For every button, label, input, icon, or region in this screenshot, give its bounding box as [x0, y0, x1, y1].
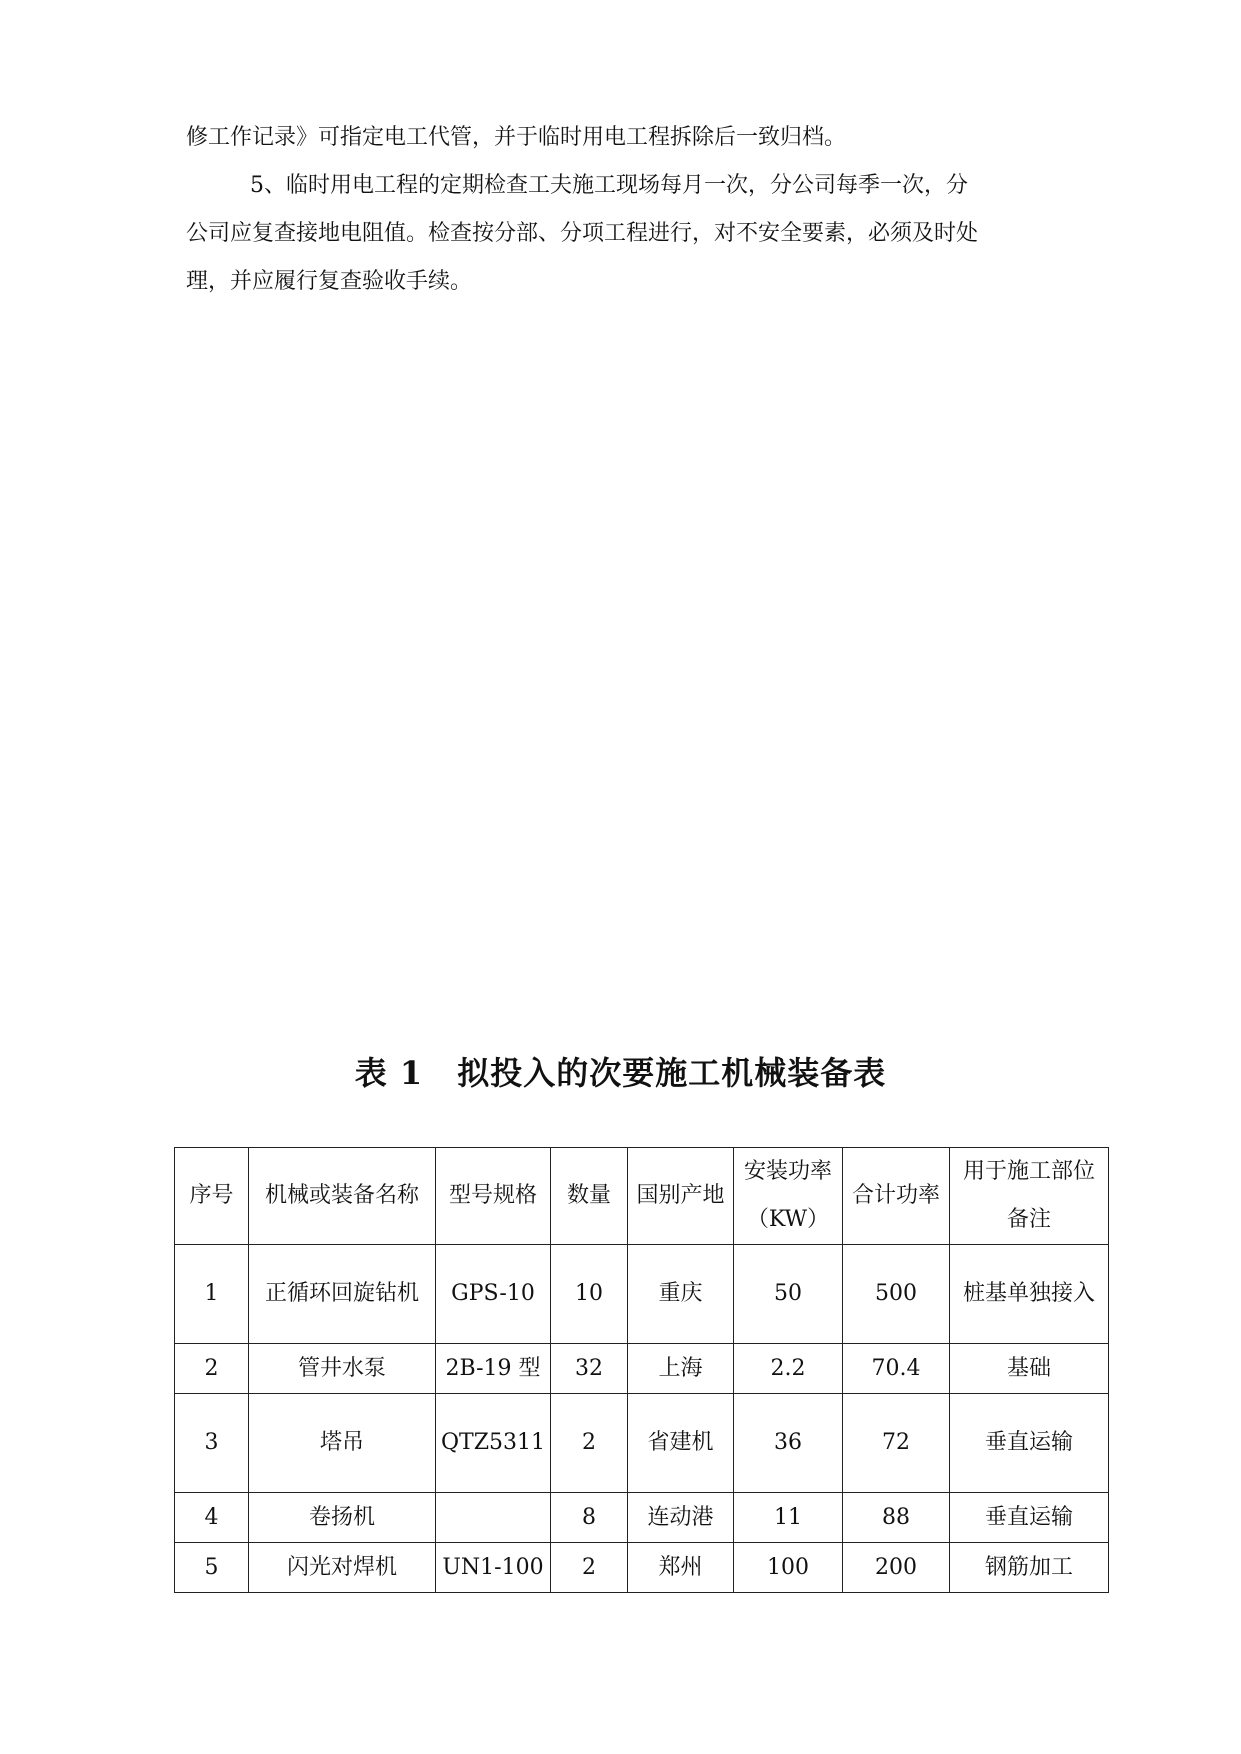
- header-cell-remarks: 用于施工部位备注: [950, 1148, 1109, 1245]
- cell-remarks: 垂直运输: [950, 1493, 1109, 1543]
- cell-remarks: 钢筋加工: [950, 1543, 1109, 1593]
- cell-name: 塔吊: [249, 1394, 436, 1493]
- table-row: [175, 1344, 1109, 1394]
- cell-origin: 郑州: [628, 1543, 734, 1593]
- cell-remarks: 桩基单独接入: [950, 1245, 1109, 1344]
- cell-remarks: 基础: [950, 1344, 1109, 1394]
- cell-index: 3: [175, 1394, 249, 1493]
- cell-rated-power: 2.2: [734, 1344, 843, 1394]
- table-row: [175, 1245, 1109, 1344]
- cell-quantity: 2: [551, 1543, 628, 1593]
- table-row: [175, 1394, 1109, 1493]
- cell-model: GPS-10: [436, 1245, 551, 1344]
- cell-quantity: 10: [551, 1245, 628, 1344]
- cell-total-power: 200: [843, 1543, 950, 1593]
- header-cell-rated-power: 安装功率（KW）: [734, 1148, 843, 1245]
- cell-total-power: 72: [843, 1394, 950, 1493]
- cell-origin: 重庆: [628, 1245, 734, 1344]
- header-cell-total-power: 合计功率: [843, 1148, 950, 1245]
- cell-name: 正循环回旋钻机: [249, 1245, 436, 1344]
- cell-index: 5: [175, 1543, 249, 1593]
- cell-origin: 上海: [628, 1344, 734, 1394]
- cell-rated-power: 50: [734, 1245, 843, 1344]
- body-paragraph-line-3: 公司应复查接地电阻值。检查按分部、分项工程进行，对不安全要素，必须及时处: [186, 221, 979, 246]
- cell-name: 卷扬机: [249, 1493, 436, 1543]
- header-cell-index: 序号: [175, 1148, 249, 1245]
- body-paragraph-line-4: 理，并应履行复查验收手续。: [186, 269, 473, 294]
- cell-model: UN1-100: [436, 1543, 551, 1593]
- table-title: [0, 1048, 1241, 1094]
- table-title-text: 拟投入的次要施工机械装备表: [457, 1054, 887, 1092]
- body-paragraph-line-1: 修工作记录》可指定电工代管，并于临时用电工程拆除后一致归档。: [186, 125, 847, 150]
- table-header-row: [175, 1148, 1109, 1245]
- table-row: [175, 1543, 1109, 1593]
- cell-origin: 省建机: [628, 1394, 734, 1493]
- header-cell-quantity: 数量: [551, 1148, 628, 1245]
- cell-rated-power: 36: [734, 1394, 843, 1493]
- header-cell-model: 型号规格: [436, 1148, 551, 1245]
- cell-total-power: 88: [843, 1493, 950, 1543]
- cell-model: 2B-19 型: [436, 1344, 551, 1394]
- cell-name: 闪光对焊机: [249, 1543, 436, 1593]
- cell-quantity: 2: [551, 1394, 628, 1493]
- cell-model: QTZ5311: [436, 1394, 551, 1493]
- body-paragraph-line-2: 5、临时用电工程的定期检查工夫施工现场每月一次，分公司每季一次，分: [250, 173, 968, 198]
- table-number: 表 1: [354, 1054, 424, 1092]
- cell-rated-power: 11: [734, 1493, 843, 1543]
- cell-quantity: 32: [551, 1344, 628, 1394]
- cell-model: [436, 1493, 551, 1543]
- cell-total-power: 70.4: [843, 1344, 950, 1394]
- cell-index: 4: [175, 1493, 249, 1543]
- header-cell-origin: 国别产地: [628, 1148, 734, 1245]
- table-row: [175, 1493, 1109, 1543]
- cell-remarks: 垂直运输: [950, 1394, 1109, 1493]
- cell-origin: 连动港: [628, 1493, 734, 1543]
- cell-rated-power: 100: [734, 1543, 843, 1593]
- cell-name: 管井水泵: [249, 1344, 436, 1394]
- header-cell-name: 机械或装备名称: [249, 1148, 436, 1245]
- cell-total-power: 500: [843, 1245, 950, 1344]
- cell-quantity: 8: [551, 1493, 628, 1543]
- cell-index: 2: [175, 1344, 249, 1394]
- cell-index: 1: [175, 1245, 249, 1344]
- equipment-table: [174, 1147, 1109, 1593]
